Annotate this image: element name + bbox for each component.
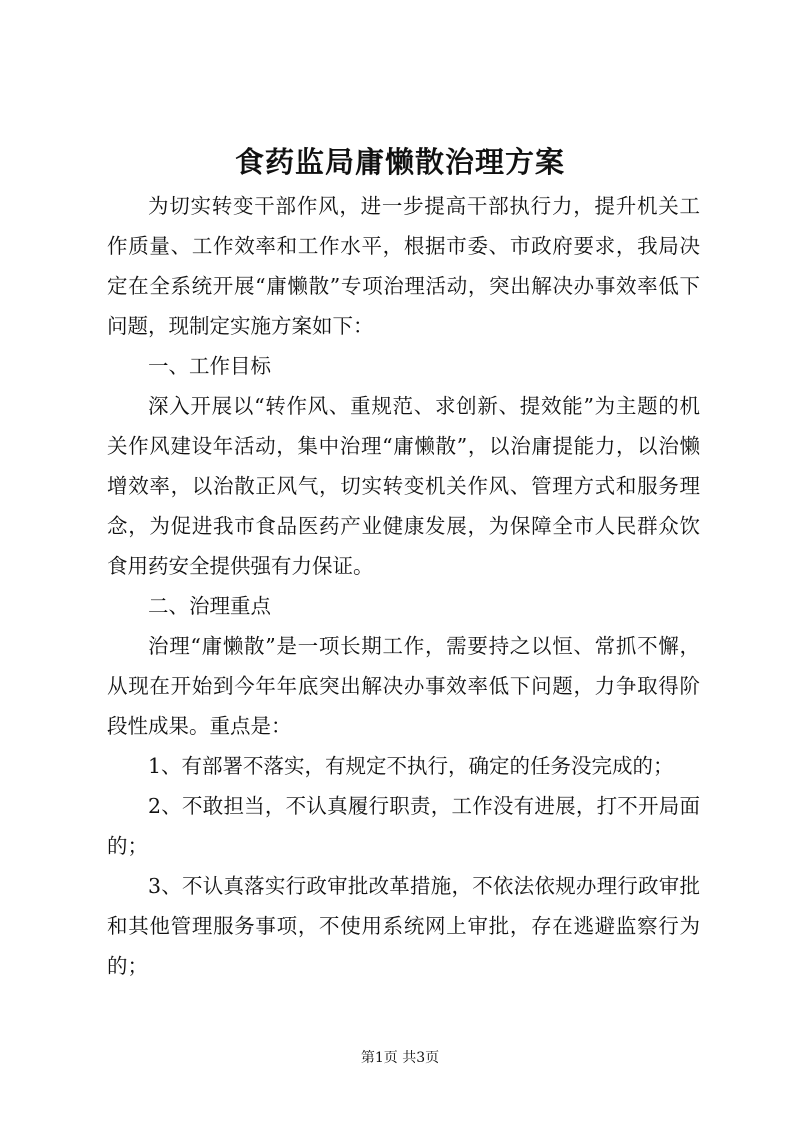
intro-paragraph: 为切实转变干部作风，进一步提高干部执行力，提升机关工作质量、工作效率和工作水平，根据市委、市政府要求，我局决定在全系统开展“庸懒散”专项治理活动，突出解决办事效率低下问题，现制定实施方案如下： [107,194,700,338]
focus-item-3: 3、不认真落实行政审批改革措施，不依法依规办理行政审批和其他管理服务事项，不使用系统网上审批，存在逃避监察行为的； [107,874,700,978]
focus-item-1: 1、有部署不落实，有规定不执行，确定的任务没完成的； [148,754,674,778]
focus-paragraph: 治理“庸懒散”是一项长期工作，需要持之以恒、常抓不懈，从现在开始到今年年底突出解决办事效率低下问题，力争取得阶段性成果。重点是： [107,634,700,738]
focus-item-2: 2、不敢担当，不认真履行职责，工作没有进展，打不开局面的； [107,794,700,858]
goals-paragraph: 深入开展以“转作风、重规范、求创新、提效能”为主题的机关作风建设年活动，集中治理“庸懒散”，以治庸提能力，以治懒增效率，以治散正风气，切实转变机关作风、管理方式和服务理念，为促进我市食品医药产业健康发展，为保障全市人民群众饮食用药安全提供强有力保证。 [107,394,700,578]
section-heading-goals: 一、工作目标 [148,354,271,378]
document-body [107,186,700,986]
section-heading-focus: 二、治理重点 [148,594,271,618]
page-title: 食药监局庸懒散治理方案 [234,145,565,179]
page-footer: 第1页 共3页 [360,1050,440,1066]
